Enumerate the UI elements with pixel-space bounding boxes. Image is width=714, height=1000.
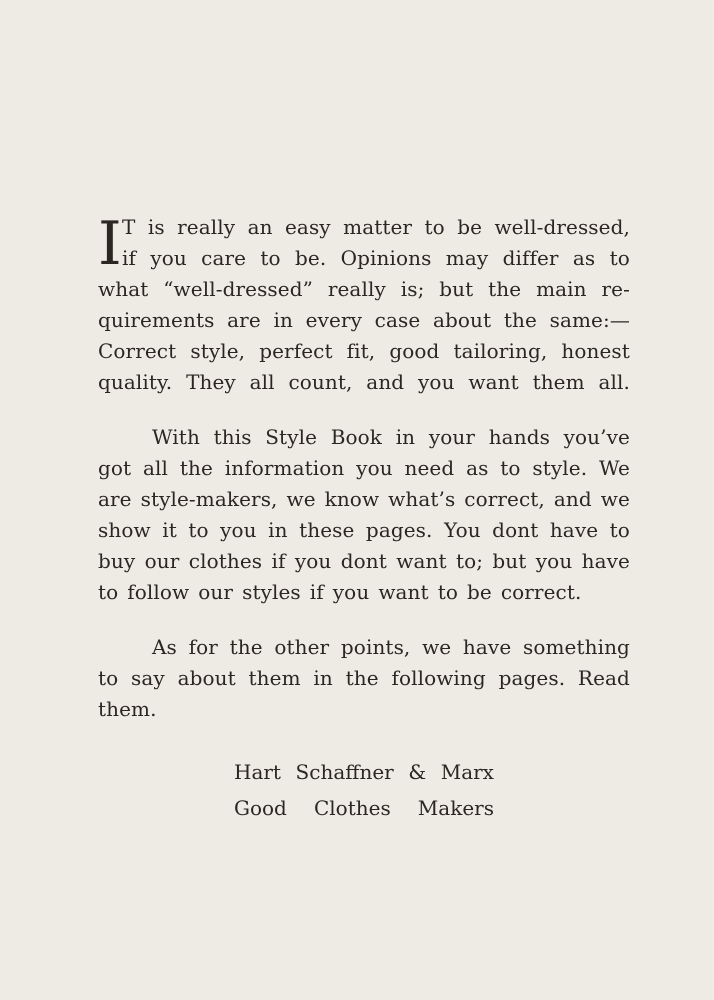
word: for bbox=[188, 635, 218, 659]
word: Correct bbox=[98, 339, 177, 363]
word: case bbox=[374, 308, 421, 332]
word: re- bbox=[601, 277, 630, 301]
word: all bbox=[143, 456, 169, 480]
word: perfect bbox=[259, 339, 333, 363]
word: to bbox=[424, 215, 445, 239]
word: Book bbox=[330, 425, 383, 449]
word: all. bbox=[598, 370, 630, 394]
word: good bbox=[389, 339, 440, 363]
word: to bbox=[188, 518, 209, 542]
word: your bbox=[428, 425, 476, 449]
word: Hart bbox=[234, 760, 281, 784]
word: Good bbox=[234, 796, 287, 820]
word: you bbox=[150, 246, 187, 270]
word: T bbox=[122, 215, 136, 239]
word: as bbox=[466, 456, 489, 480]
word: in bbox=[273, 308, 293, 332]
word: Makers bbox=[417, 796, 494, 820]
word: buy bbox=[98, 549, 136, 573]
word: about bbox=[432, 308, 492, 332]
text-line bbox=[98, 367, 630, 398]
word: these bbox=[299, 518, 355, 542]
word: show bbox=[98, 518, 151, 542]
word: to bbox=[98, 580, 119, 604]
signature-tagline bbox=[234, 790, 494, 826]
text-line bbox=[98, 453, 630, 484]
word: Marx bbox=[440, 760, 494, 784]
text-line bbox=[98, 577, 630, 608]
word: well-dressed, bbox=[494, 215, 630, 239]
text-line bbox=[98, 546, 630, 577]
word: the bbox=[229, 635, 263, 659]
paragraph-1 bbox=[98, 209, 630, 398]
text-line bbox=[98, 663, 630, 694]
word: we bbox=[422, 635, 452, 659]
signature bbox=[234, 754, 494, 826]
word: follow bbox=[127, 580, 190, 604]
word: pages. bbox=[365, 518, 433, 542]
word: you bbox=[535, 549, 573, 573]
word: following bbox=[391, 666, 486, 690]
word: count, bbox=[288, 370, 353, 394]
word: information bbox=[224, 456, 345, 480]
word: dont bbox=[492, 518, 539, 542]
word: “well-dressed” bbox=[163, 277, 313, 301]
word: be bbox=[466, 580, 492, 604]
word: correct. bbox=[500, 580, 582, 604]
signature-company bbox=[234, 754, 494, 790]
text-line bbox=[98, 212, 630, 243]
word: same:— bbox=[549, 308, 630, 332]
word: them bbox=[532, 370, 585, 394]
word: to bbox=[500, 456, 521, 480]
word: to bbox=[609, 246, 630, 270]
word: really bbox=[177, 215, 236, 239]
word: clothes bbox=[188, 549, 263, 573]
word: to bbox=[98, 666, 119, 690]
word: every bbox=[305, 308, 362, 332]
word: to bbox=[609, 518, 630, 542]
word: easy bbox=[284, 215, 331, 239]
word: tailoring, bbox=[453, 339, 548, 363]
word: are bbox=[227, 308, 261, 332]
word: all bbox=[249, 370, 275, 394]
word: but bbox=[492, 549, 527, 573]
word: you bbox=[294, 549, 332, 573]
text-line bbox=[98, 305, 630, 336]
word: in bbox=[313, 666, 333, 690]
word: honest bbox=[561, 339, 630, 363]
text-line bbox=[98, 694, 630, 725]
word: styles bbox=[242, 580, 301, 604]
text-line bbox=[98, 515, 630, 546]
word: points, bbox=[340, 635, 411, 659]
text-line bbox=[98, 632, 630, 663]
word: you bbox=[356, 456, 393, 480]
word: pages. bbox=[498, 666, 566, 690]
drop-cap: I bbox=[98, 209, 122, 279]
body-text bbox=[98, 209, 630, 749]
text-line bbox=[98, 484, 630, 515]
word: if bbox=[122, 246, 136, 270]
word: you bbox=[332, 580, 370, 604]
text-line bbox=[98, 243, 630, 274]
word: them bbox=[248, 666, 301, 690]
word: quirements bbox=[98, 308, 215, 332]
text-line bbox=[98, 422, 630, 453]
word: it bbox=[162, 518, 177, 542]
word: As bbox=[152, 635, 177, 659]
word: we bbox=[286, 487, 316, 511]
text-line bbox=[98, 274, 630, 305]
word: the bbox=[488, 277, 522, 301]
word: is; bbox=[400, 277, 425, 301]
text-line bbox=[98, 336, 630, 367]
word: about bbox=[177, 666, 236, 690]
word: have bbox=[549, 518, 599, 542]
word: to bbox=[260, 246, 281, 270]
word: have bbox=[462, 635, 512, 659]
word: correct, bbox=[464, 487, 545, 511]
word: the bbox=[345, 666, 379, 690]
word: style, bbox=[190, 339, 246, 363]
word: With bbox=[152, 425, 200, 449]
word: want bbox=[378, 580, 429, 604]
word: our bbox=[198, 580, 234, 604]
word: quality. bbox=[98, 370, 173, 394]
word: be. bbox=[294, 246, 327, 270]
word: but bbox=[439, 277, 474, 301]
word: the bbox=[503, 308, 537, 332]
word: may bbox=[445, 246, 489, 270]
word: an bbox=[247, 215, 273, 239]
word: is bbox=[147, 215, 165, 239]
word: fit, bbox=[346, 339, 376, 363]
word: say bbox=[131, 666, 165, 690]
word: and bbox=[366, 370, 405, 394]
word: Style bbox=[265, 425, 318, 449]
word: dont bbox=[340, 549, 387, 573]
word: you bbox=[418, 370, 455, 394]
word: Clothes bbox=[313, 796, 391, 820]
word: Read bbox=[577, 666, 630, 690]
word: Opinions bbox=[340, 246, 432, 270]
word: want bbox=[468, 370, 519, 394]
word: them. bbox=[98, 697, 157, 721]
word: you bbox=[220, 518, 257, 542]
word: style. bbox=[532, 456, 588, 480]
word: in bbox=[395, 425, 416, 449]
word: and bbox=[553, 487, 592, 511]
word: to bbox=[437, 580, 458, 604]
word: something bbox=[522, 635, 630, 659]
word: You bbox=[444, 518, 481, 542]
word: the bbox=[179, 456, 213, 480]
word: other bbox=[274, 635, 330, 659]
word: know bbox=[324, 487, 380, 511]
word: want bbox=[396, 549, 447, 573]
word: be bbox=[457, 215, 483, 239]
word: as bbox=[572, 246, 596, 270]
paragraph-2 bbox=[98, 422, 630, 608]
word: if bbox=[271, 549, 286, 573]
word: our bbox=[144, 549, 180, 573]
word: have bbox=[581, 549, 630, 573]
word: care bbox=[201, 246, 247, 270]
word: got bbox=[98, 456, 132, 480]
word: what’s bbox=[388, 487, 456, 511]
word: matter bbox=[343, 215, 413, 239]
word: differ bbox=[502, 246, 559, 270]
word: Schaffner bbox=[295, 760, 394, 784]
word: this bbox=[213, 425, 252, 449]
word: main bbox=[536, 277, 587, 301]
word: We bbox=[599, 456, 630, 480]
word: to; bbox=[455, 549, 484, 573]
word: you’ve bbox=[563, 425, 630, 449]
word: in bbox=[268, 518, 288, 542]
word: we bbox=[600, 487, 630, 511]
word: what bbox=[98, 277, 149, 301]
word: really bbox=[327, 277, 386, 301]
word: They bbox=[186, 370, 236, 394]
word: hands bbox=[488, 425, 550, 449]
word: style-makers, bbox=[140, 487, 278, 511]
word: & bbox=[408, 760, 427, 784]
paragraph-3 bbox=[98, 632, 630, 725]
word: need bbox=[404, 456, 455, 480]
word: are bbox=[98, 487, 132, 511]
word: if bbox=[309, 580, 324, 604]
